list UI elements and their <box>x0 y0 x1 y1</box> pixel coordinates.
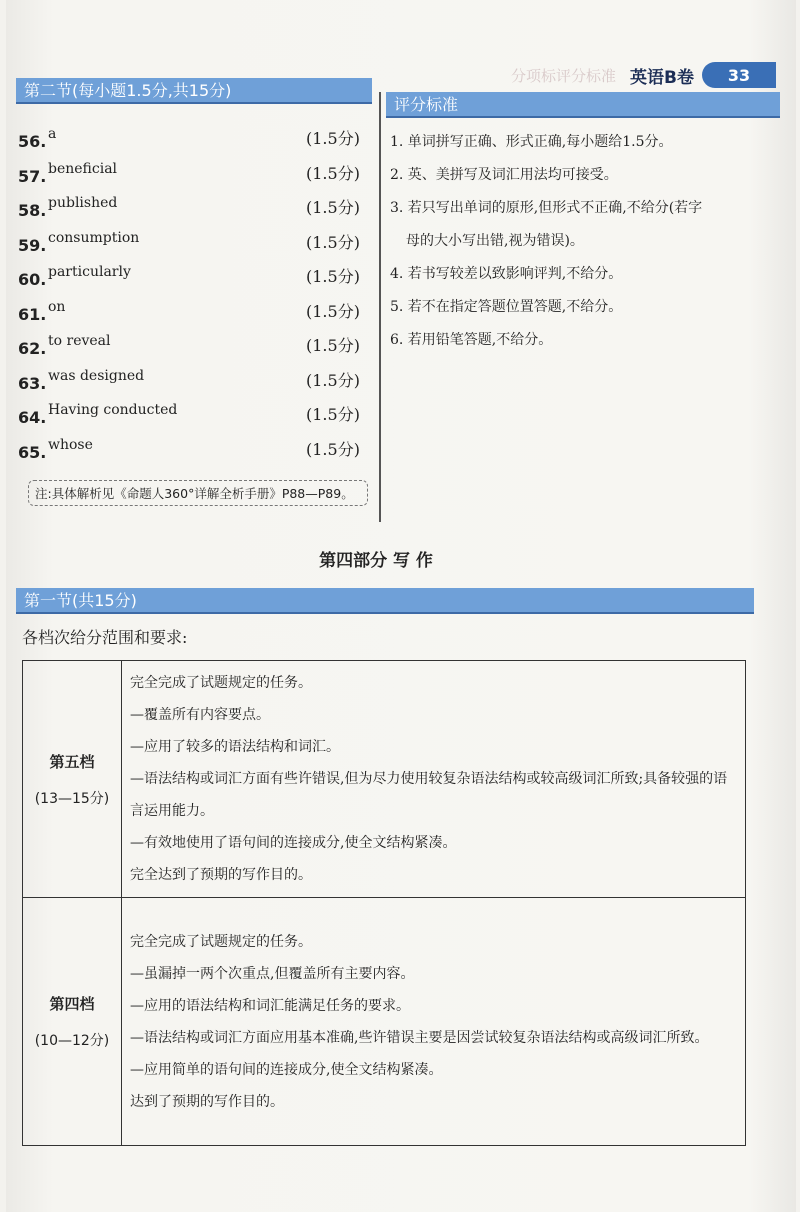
answer-word: on <box>48 298 66 315</box>
description-line: 完全完成了试题规定的任务。 <box>130 675 312 691</box>
description-line: 达到了预期的写作目的。 <box>130 1093 284 1110</box>
grade-table <box>22 660 746 1146</box>
answer-item <box>18 228 378 263</box>
answer-number: 62. <box>18 339 47 358</box>
description-line: —语法结构或词汇方面应用基本准确,些许错误主要是因尝试较复杂语法结构或高级词汇所致。 <box>130 1029 709 1046</box>
answer-score: (1.5分) <box>306 267 360 286</box>
criteria-item: 6. 若用铅笔答题,不给分。 <box>390 332 553 348</box>
description-line: —应用的语法结构和词汇能满足任务的要求。 <box>130 997 410 1014</box>
part-title: 第四部分 写 作 <box>319 551 433 571</box>
answer-item <box>18 297 378 332</box>
column-divider <box>379 92 381 522</box>
answer-number: 64. <box>18 408 47 427</box>
criteria-list <box>390 126 788 357</box>
description-line: —覆盖所有内容要点。 <box>130 707 270 723</box>
answer-item <box>18 193 378 228</box>
description-line: 完全完成了试题规定的任务。 <box>130 933 312 950</box>
answer-score: (1.5分) <box>306 163 360 183</box>
answer-word: consumption <box>48 229 140 246</box>
criteria-item: 1. 单词拼写正确、形式正确,每小题给1.5分。 <box>390 134 673 150</box>
answer-word: a <box>48 126 57 142</box>
subject-title: 英语B卷 <box>630 67 694 88</box>
grade-description <box>122 898 746 1146</box>
answer-word: to reveal <box>48 333 111 349</box>
grade-name: 第五档 <box>49 752 95 771</box>
criteria-item: 5. 若不在指定答题位置答题,不给分。 <box>390 299 623 315</box>
answer-number: 58. <box>18 201 47 220</box>
page-number: 33 <box>702 62 776 88</box>
faded-header-text: 分项标评分标准 <box>511 66 617 85</box>
section1-title: 第一节(共15分) <box>16 588 754 614</box>
grade-label-cell <box>23 661 122 898</box>
answer-list <box>18 124 378 469</box>
description-line: —有效地使用了语句间的连接成分,使全文结构紧凑。 <box>130 835 457 851</box>
grade-row <box>23 898 746 1146</box>
grade-range: (10—12分) <box>34 1033 110 1049</box>
description-line: —应用了较多的语法结构和词汇。 <box>130 739 340 755</box>
grade-range: (13—15分) <box>34 790 110 807</box>
answer-number: 56. <box>18 132 47 151</box>
answer-word: whose <box>48 436 93 453</box>
description-line: —应用简单的语句间的连接成分,使全文结构紧凑。 <box>130 1061 443 1078</box>
grade-description <box>122 661 746 898</box>
answer-number: 65. <box>18 442 47 462</box>
answer-item <box>18 124 378 159</box>
answer-word: was designed <box>48 367 145 384</box>
answer-score: (1.5分) <box>306 370 360 390</box>
answer-number: 63. <box>18 373 47 393</box>
criteria-item: 3. 若只写出单词的原形,但形式不正确,不给分(若字 <box>390 200 703 216</box>
answer-score: (1.5分) <box>306 405 360 424</box>
criteria-item: 2. 英、美拼写及词汇用法均可接受。 <box>390 167 618 183</box>
page <box>6 0 796 1212</box>
criteria-title: 评分标准 <box>386 92 780 118</box>
description-line: 完全达到了预期的写作目的。 <box>130 867 312 883</box>
section2-title: 第二节(每小题1.5分,共15分) <box>16 78 372 104</box>
description-line: —语法结构或词汇方面有些许错误,但为尽力使用较复杂语法结构或较高级词汇所致;具备较强的语言运用能力。 <box>130 771 728 819</box>
answer-item <box>18 400 378 435</box>
requirements-label: 各档次给分范围和要求: <box>22 628 188 647</box>
answer-item <box>18 262 378 297</box>
answer-word: published <box>48 195 118 211</box>
answer-number: 60. <box>18 270 47 289</box>
answer-score: (1.5分) <box>306 129 360 148</box>
answer-word: beneficial <box>48 160 118 177</box>
answer-number: 61. <box>18 304 47 324</box>
reference-note: 注:具体解析见《命题人360°详解全析手册》P88—P89。 <box>28 480 368 506</box>
answer-score: (1.5分) <box>306 198 360 217</box>
answer-item <box>18 366 378 401</box>
running-header <box>511 62 776 88</box>
criteria-item: 4. 若书写较差以致影响评判,不给分。 <box>390 266 623 282</box>
answer-score: (1.5分) <box>306 301 360 321</box>
answer-item <box>18 435 378 470</box>
criteria-item-continued: 母的大小写出错,视为错误)。 <box>406 233 584 249</box>
answer-score: (1.5分) <box>306 336 360 355</box>
answer-item <box>18 159 378 194</box>
description-line: —虽漏掉一两个次重点,但覆盖所有主要内容。 <box>130 965 415 982</box>
grade-label-cell <box>23 898 122 1146</box>
grade-name: 第四档 <box>49 995 95 1013</box>
answer-word: particularly <box>48 264 131 280</box>
answer-number: 59. <box>18 235 47 255</box>
grade-row <box>23 661 746 898</box>
answer-item <box>18 331 378 366</box>
answer-number: 57. <box>18 166 47 186</box>
answer-word: Having conducted <box>48 402 178 418</box>
answer-score: (1.5分) <box>306 232 360 252</box>
answer-score: (1.5分) <box>306 439 360 459</box>
